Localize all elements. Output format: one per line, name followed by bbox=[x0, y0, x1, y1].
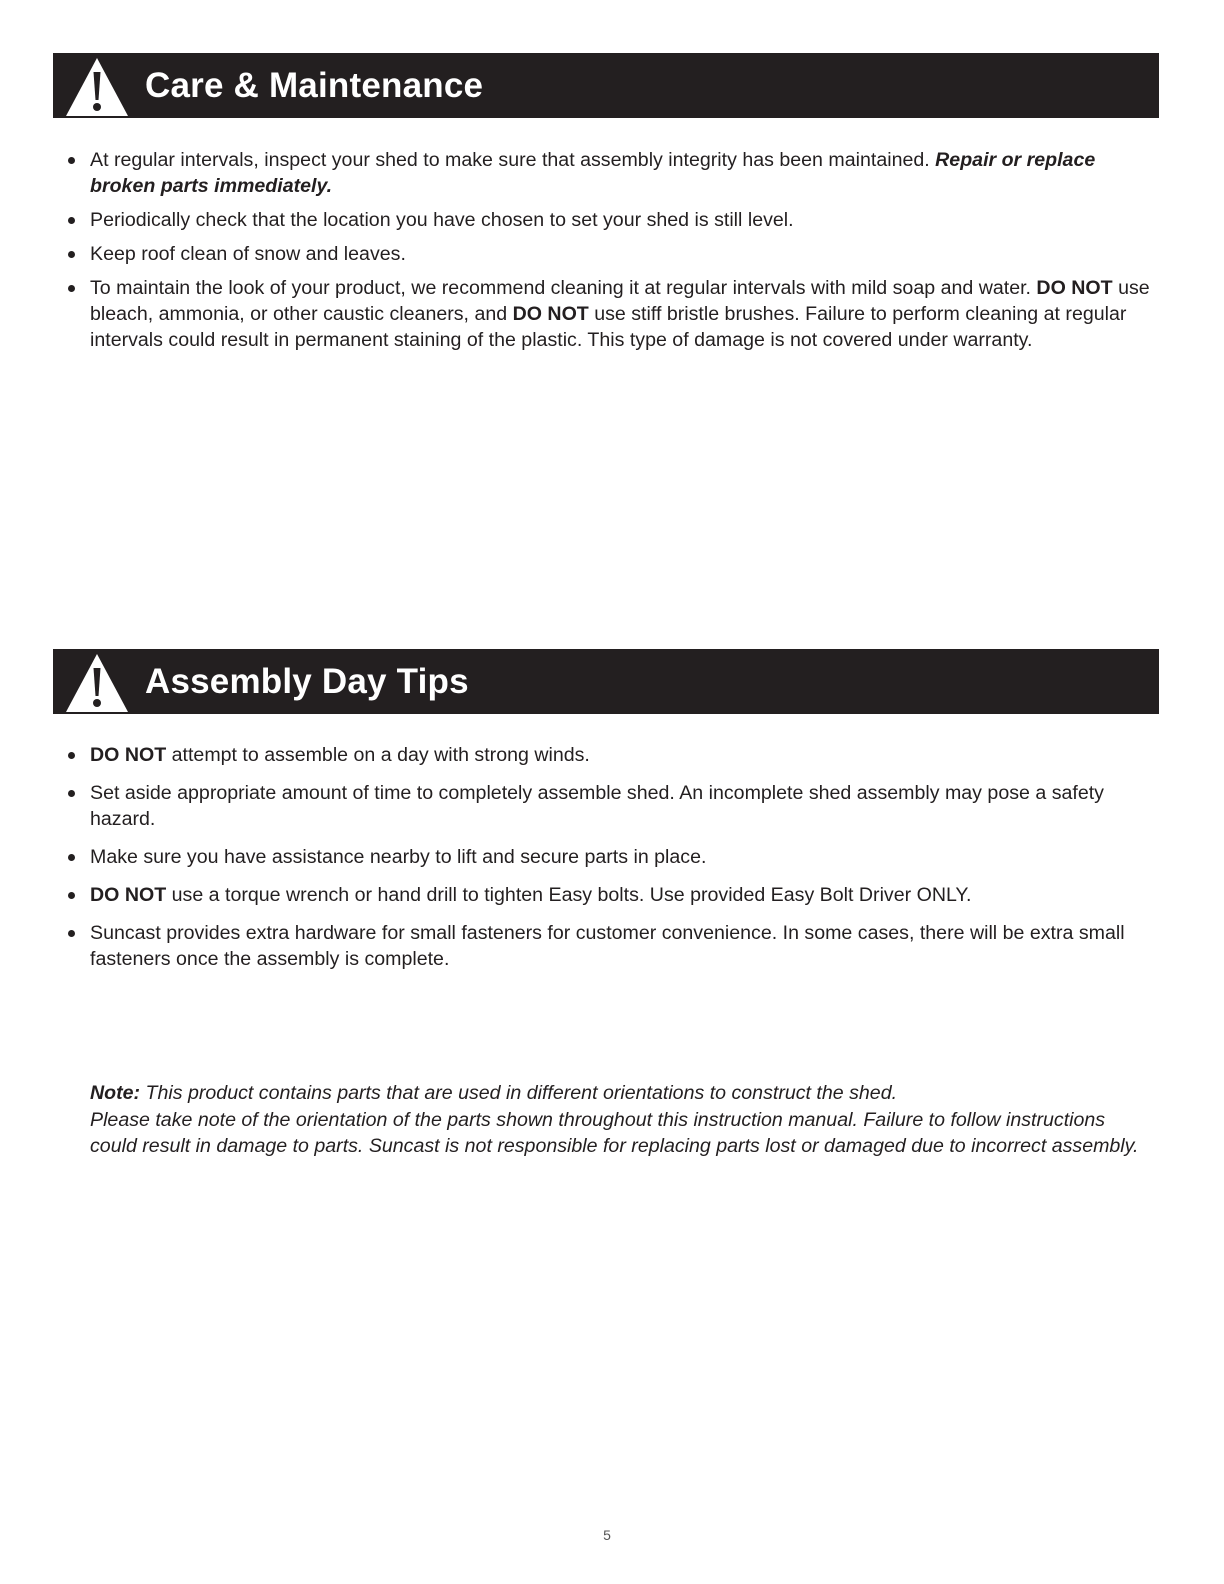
tips-list bbox=[66, 742, 1151, 980]
care-list bbox=[66, 147, 1151, 361]
list-item: Suncast provides extra hardware for small fasteners for customer convenience. In some cases, there will be extra small fasteners once the assembly is complete. bbox=[66, 920, 1151, 972]
warning-triangle-icon bbox=[65, 651, 129, 713]
list-item: DO NOT attempt to assemble on a day with strong winds. bbox=[66, 742, 1151, 768]
assembly-tips-header bbox=[53, 649, 1159, 714]
list-item: Set aside appropriate amount of time to completely assemble shed. An incomplete shed assembly may pose a safety hazard. bbox=[66, 780, 1151, 832]
list-item: Make sure you have assistance nearby to lift and secure parts in place. bbox=[66, 844, 1151, 870]
warning-triangle-icon bbox=[65, 55, 129, 117]
note-paragraph: Note: This product contains parts that are used in different orientations to construct the shed. Please take note of the orientation of the parts shown throughout this instruction manual. Failure to follow instructions could result in damage to parts. Suncast is not responsible for replacing parts lost or damaged due to incorrect assembly. bbox=[90, 1082, 1139, 1157]
care-maintenance-header bbox=[53, 53, 1159, 118]
list-item: At regular intervals, inspect your shed to make sure that assembly integrity has been maintained. Repair or replace broken parts immediately. bbox=[66, 147, 1151, 199]
list-item: DO NOT use a torque wrench or hand drill to tighten Easy bolts. Use provided Easy Bolt Driver ONLY. bbox=[66, 882, 1151, 908]
list-item: Keep roof clean of snow and leaves. bbox=[66, 241, 1151, 267]
list-item: To maintain the look of your product, we recommend cleaning it at regular intervals with mild soap and water. DO NOT use bleach, ammonia, or other caustic cleaners, and DO NOT use stiff bristle brushes. Failure to perform cleaning at regular intervals could result in permanent staining of the plastic. This type of damage is not covered under warranty. bbox=[66, 275, 1151, 353]
section-title: Assembly Day Tips bbox=[145, 661, 469, 701]
list-item: Periodically check that the location you have chosen to set your shed is still level. bbox=[66, 207, 1151, 233]
section-title: Care & Maintenance bbox=[145, 65, 484, 105]
page-number: 5 bbox=[603, 1527, 611, 1543]
